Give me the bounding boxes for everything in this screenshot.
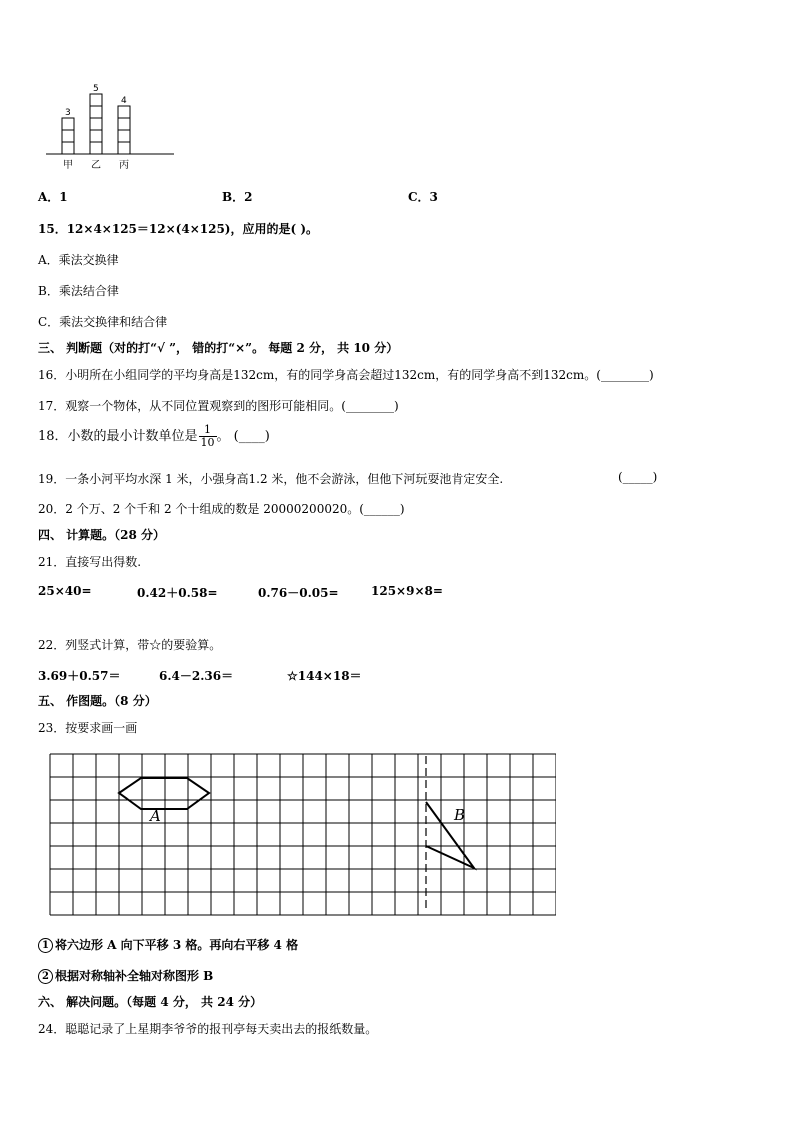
task-1-text: 将六边形 A 向下平移 3 格。再向右平移 4 格 xyxy=(55,938,299,952)
bar-unit-丙-1 xyxy=(118,142,130,154)
q17-text: 17．观察一个物体，从不同位置观察到的图形可能相同。(________) xyxy=(38,399,399,413)
bar-unit-乙-3 xyxy=(90,118,102,130)
q21-item-4: 125×9×8= xyxy=(371,584,443,598)
bar-unit-丙-3 xyxy=(118,118,130,130)
section-3-title: 三、 判断题（对的打“√ ”， 错的打“×”。 每题 2 分， 共 10 分） xyxy=(38,341,399,355)
bar-unit-丙-4 xyxy=(118,106,130,118)
category-labels xyxy=(63,159,129,171)
q19-blank: (_____) xyxy=(618,470,658,484)
bar-unit-甲-3 xyxy=(62,118,74,130)
q15-stem: 15．12×4×125＝12×(4×125)，应用的是( )。 xyxy=(38,222,319,236)
bar-unit-丙-2 xyxy=(118,130,130,142)
q22-stem: 22．列竖式计算，带☆的要验算。 xyxy=(38,638,222,652)
task-2-number: 2 xyxy=(38,969,53,984)
q22-item-1: 3.69＋0.57＝ xyxy=(38,669,121,683)
section-6-title: 六、 解决问题。（每题 4 分， 共 24 分） xyxy=(38,995,263,1009)
bar-unit-乙-1 xyxy=(90,142,102,154)
bar-unit-甲-2 xyxy=(62,130,74,142)
category-label: 乙 xyxy=(91,160,101,171)
grid-lines xyxy=(50,754,556,915)
q18-suffix: 。 (____) xyxy=(216,429,270,444)
bar-value-label: 4 xyxy=(121,96,127,106)
q19-text: 19．一条小河平均水深 1 米，小强身高1.2 米，他不会游泳，但他下河玩耍池肯定安全. xyxy=(38,472,504,486)
q18-prefix: 18．小数的最小计数单位是 xyxy=(38,429,198,444)
q18-numerator: 1 xyxy=(199,424,217,437)
q22-item-2: 6.4－2.36＝ xyxy=(159,669,234,683)
bar-chart xyxy=(40,78,180,178)
half-figure-b xyxy=(426,802,474,868)
bar-group xyxy=(62,94,130,154)
q18-denominator: 10 xyxy=(200,436,215,449)
bar-unit-乙-5 xyxy=(90,94,102,106)
figure-b-label: B xyxy=(454,806,466,824)
q15-option-c: C．乘法交换律和结合律 xyxy=(38,315,168,329)
task-2-text: 根据对称轴补全轴对称图形 B xyxy=(55,969,214,983)
hexagon-a-label: A xyxy=(150,807,161,825)
q14-option-b: B．2 xyxy=(222,190,253,204)
q18-fraction xyxy=(199,424,217,449)
q21-item-1: 25×40= xyxy=(38,584,92,598)
task-1-number: 1 xyxy=(38,938,53,953)
q23-stem: 23．按要求画一画 xyxy=(38,721,138,735)
q24-text: 24．聪聪记录了上星期李爷爷的报刊亭每天卖出去的报纸数量。 xyxy=(38,1022,378,1036)
bar-unit-甲-1 xyxy=(62,142,74,154)
section-5-title: 五、 作图题。（8 分） xyxy=(38,694,157,708)
q20-text: 20．2 个万、2 个千和 2 个十组成的数是 20000200020。(______) xyxy=(38,502,405,516)
q14-option-c: C．3 xyxy=(408,190,438,204)
hexagon-a xyxy=(119,778,209,809)
bar-value-label: 3 xyxy=(65,108,71,118)
q18 xyxy=(38,424,270,449)
q21-item-2: 0.42＋0.58= xyxy=(137,586,218,600)
section-4-title: 四、 计算题。（28 分） xyxy=(38,528,166,542)
q23-task-1 xyxy=(38,936,298,953)
q22-item-3: ☆144×18＝ xyxy=(287,669,362,683)
drawing-grid xyxy=(44,750,556,918)
bar-unit-乙-4 xyxy=(90,106,102,118)
category-label: 甲 xyxy=(63,160,73,171)
bar-value-label: 5 xyxy=(93,84,99,94)
category-label: 丙 xyxy=(119,160,129,171)
bar-unit-乙-2 xyxy=(90,130,102,142)
q21-stem: 21．直接写出得数. xyxy=(38,555,142,569)
q14-option-a: A．1 xyxy=(38,190,68,204)
q15-option-b: B．乘法结合律 xyxy=(38,284,119,298)
q15-option-a: A．乘法交换律 xyxy=(38,253,119,267)
q23-task-2 xyxy=(38,967,213,984)
q21-item-3: 0.76－0.05= xyxy=(258,586,339,600)
q16-text: 16．小明所在小组同学的平均身高是132cm，有的同学身高会超过132cm，有的同学身高不到132cm。(________) xyxy=(38,368,654,382)
